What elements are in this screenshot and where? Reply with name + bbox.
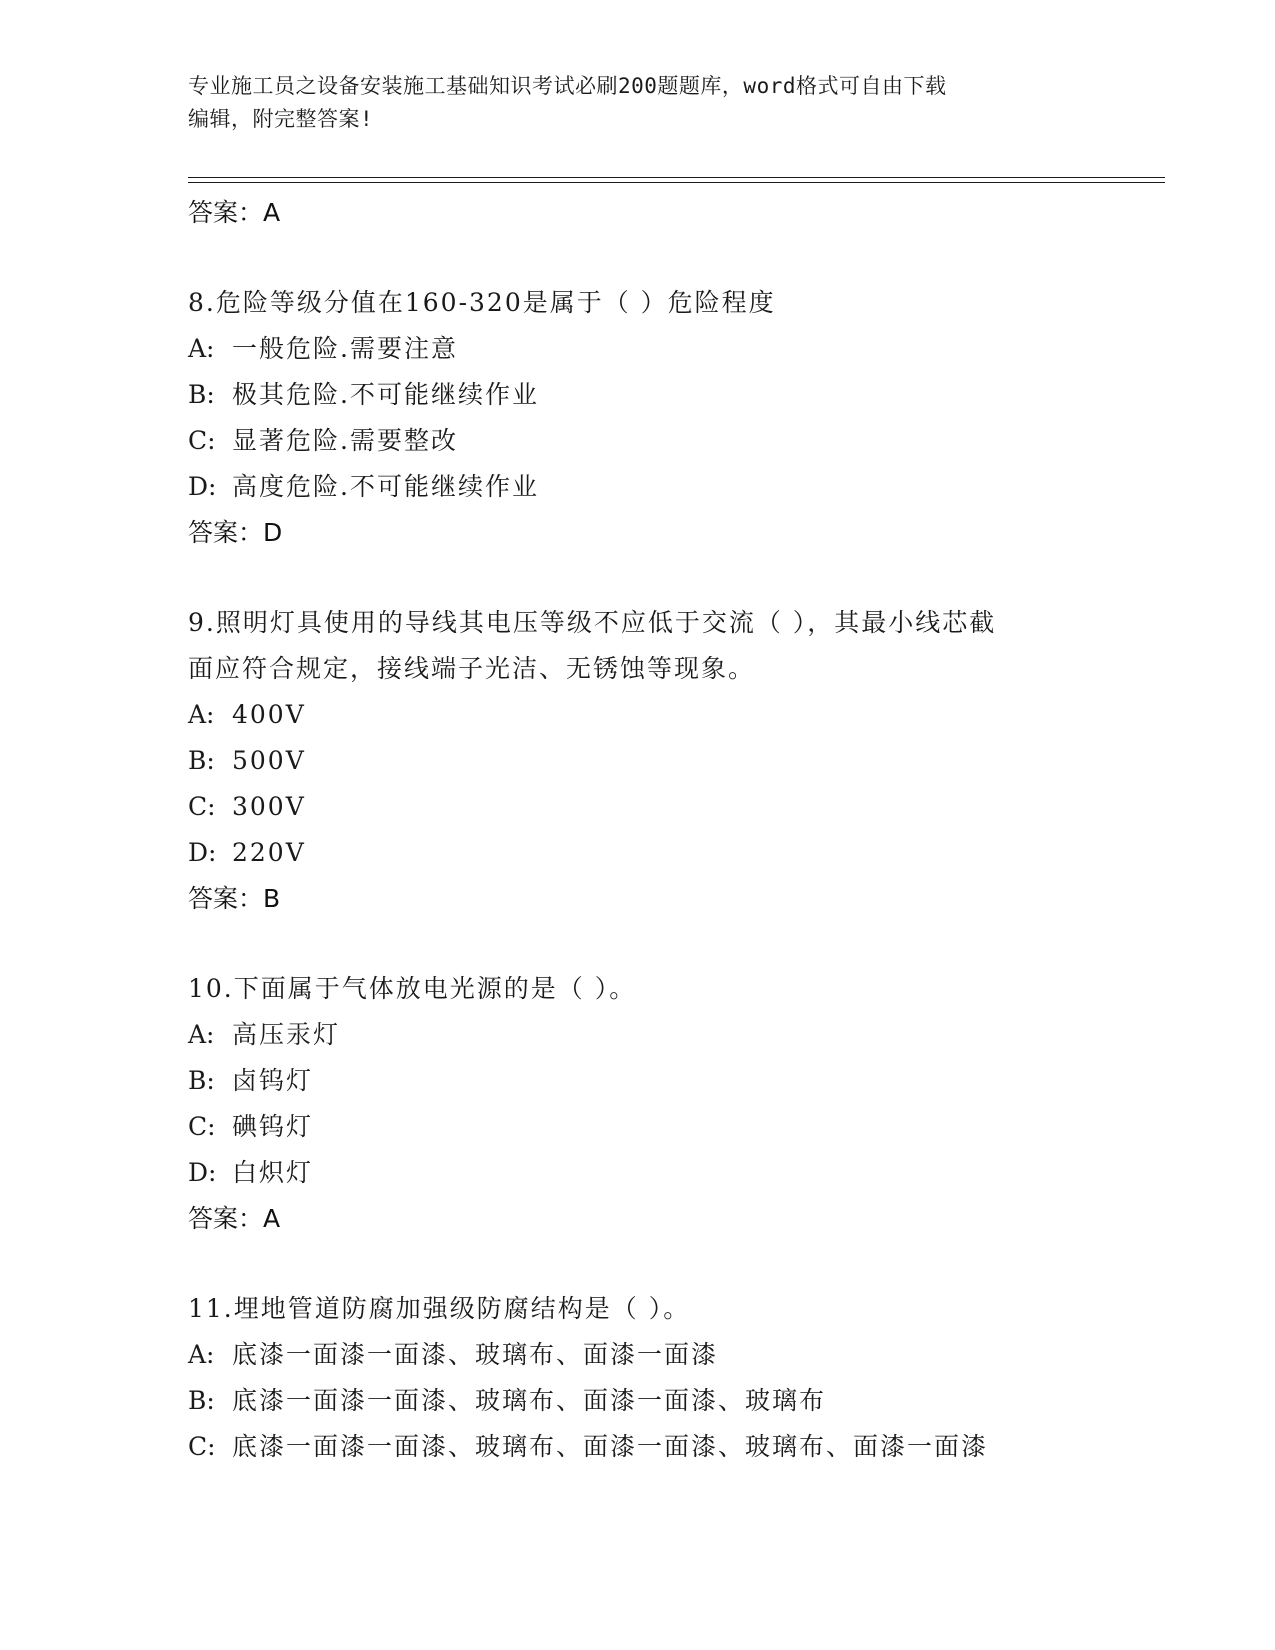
option-c: [188, 1104, 1148, 1150]
option-c: [188, 784, 1148, 830]
option-letter: D:: [188, 1158, 217, 1187]
option-text: 底漆一面漆一面漆、玻璃布、面漆一面漆、玻璃布、面漆一面漆: [232, 1432, 989, 1461]
document-header: [188, 70, 1088, 136]
option-letter: A:: [188, 1020, 215, 1049]
option-letter: D:: [188, 838, 217, 867]
question-stem-line-1: 9.照明灯具使用的导线其电压等级不应低于交流（ ），其最小线芯截: [188, 608, 997, 637]
question-list: [188, 190, 1148, 1470]
question-8: [188, 280, 1148, 556]
option-letter: D:: [188, 472, 217, 501]
option-text: 白炽灯: [232, 1158, 314, 1187]
option-text: 底漆一面漆一面漆、玻璃布、面漆一面漆: [232, 1340, 719, 1369]
option-letter: A:: [188, 1340, 215, 1369]
option-letter: B:: [188, 746, 215, 775]
option-letter: C:: [188, 1112, 216, 1141]
option-text: 220V: [232, 838, 306, 867]
previous-answer: 答案：A: [188, 198, 281, 227]
option-b: [188, 372, 1148, 418]
question-stem: 8.危险等级分值在160-320是属于（ ）危险程度: [188, 288, 776, 317]
option-letter: B:: [188, 1386, 215, 1415]
option-text: 400V: [232, 700, 306, 729]
option-a: [188, 1012, 1148, 1058]
header-title-line-2: 编辑，附完整答案!: [188, 107, 374, 131]
question-9: [188, 600, 1148, 922]
header-title-line-1: 专业施工员之设备安装施工基础知识考试必刷200题题库，word格式可自由下载: [188, 74, 947, 98]
question-11: [188, 1286, 1148, 1470]
option-letter: B:: [188, 1066, 215, 1095]
option-text: 300V: [232, 792, 306, 821]
option-c: [188, 418, 1148, 464]
answer-label: 答案：D: [188, 518, 283, 547]
option-d: [188, 830, 1148, 876]
option-letter: B:: [188, 380, 215, 409]
header-divider-top: [188, 177, 1165, 178]
option-text: 底漆一面漆一面漆、玻璃布、面漆一面漆、玻璃布: [232, 1386, 827, 1415]
option-b: [188, 1378, 1148, 1424]
option-b: [188, 1058, 1148, 1104]
option-letter: A:: [188, 700, 215, 729]
answer-label: 答案：B: [188, 884, 281, 913]
option-letter: C:: [188, 792, 216, 821]
option-text: 卤钨灯: [232, 1066, 314, 1095]
option-a: [188, 692, 1148, 738]
option-a: [188, 1332, 1148, 1378]
option-text: 碘钨灯: [232, 1112, 314, 1141]
option-text: 500V: [232, 746, 306, 775]
option-text: 一般危险.需要注意: [232, 334, 458, 363]
option-d: [188, 464, 1148, 510]
option-text: 极其危险.不可能继续作业: [232, 380, 539, 409]
question-stem: 10.下面属于气体放电光源的是（ ）。: [188, 974, 637, 1003]
option-letter: C:: [188, 426, 216, 455]
option-text: 高度危险.不可能继续作业: [232, 472, 539, 501]
option-d: [188, 1150, 1148, 1196]
option-b: [188, 738, 1148, 784]
header-divider-bottom: [188, 182, 1165, 183]
option-letter: C:: [188, 1432, 216, 1461]
option-c: [188, 1424, 1148, 1470]
option-text: 高压汞灯: [232, 1020, 341, 1049]
question-stem-line-2: 面应符合规定，接线端子光洁、无锈蚀等现象。: [188, 654, 756, 683]
option-a: [188, 326, 1148, 372]
question-stem: 11.埋地管道防腐加强级防腐结构是（ ）。: [188, 1294, 691, 1323]
option-text: 显著危险.需要整改: [232, 426, 458, 455]
answer-label: 答案：A: [188, 1204, 281, 1233]
question-10: [188, 966, 1148, 1242]
option-letter: A:: [188, 334, 215, 363]
